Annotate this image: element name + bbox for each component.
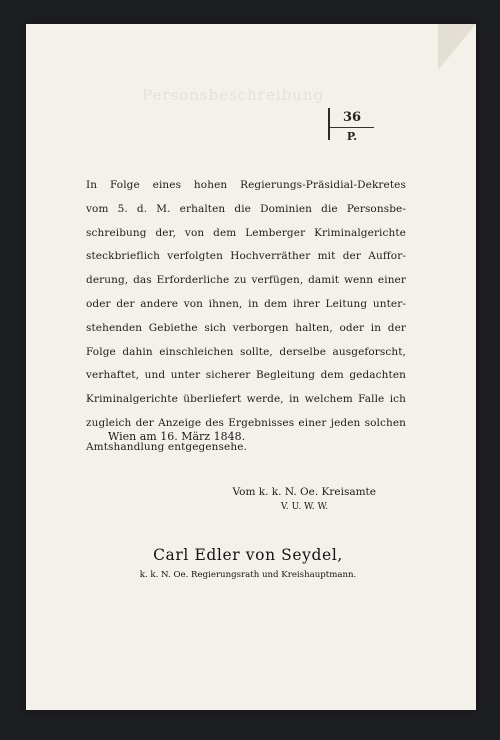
body-line: schreibung der, von dem Lemberger Kriminalgerichte [86,226,406,239]
body-paragraph [86,174,406,460]
signatory-name: Carl Edler von Seydel, [153,546,343,564]
body-line: Folge dahin einschleichen sollte, derselbe ausgeforscht, [86,345,406,358]
authority-district: V. U. W. W. [280,502,328,512]
signature-block [118,544,378,581]
faded-heading: Personsbeschreibung [142,86,325,104]
body-line: Kriminalgerichte überliefert werde, in welchem Falle ich [86,393,406,406]
body-line: vom 5. d. M. erhalten die Dominien die Personsbe- [86,202,406,215]
reference-marker [328,110,376,143]
issuing-authority [216,484,376,514]
reference-letter: P. [346,130,358,143]
signatory-title: k. k. N. Oe. Regierungsrath und Kreishauptmann. [139,570,357,580]
body-line: derung, das Erforderliche zu verfügen, damit wenn einer [86,274,406,287]
body-line: zugleich der Anzeige des Ergebnisses einer jeden solchen [86,416,406,429]
reference-rule [330,127,374,128]
body-line: Amtshandlung entgegensehe. [86,440,247,453]
folded-corner [438,24,476,70]
body-line: steckbrieflich verfolgten Hochverräther mit der Auffor- [86,250,406,263]
body-line: In Folge eines hohen Regierungs-Präsidial-Dekretes [86,179,406,191]
document-page [26,24,476,710]
date-line: Wien am 16. März 1848. [108,430,246,443]
authority-name: Vom k. k. N. Oe. Kreisamte [232,486,376,498]
body-line: oder der andere von ihnen, in dem ihrer Leitung unter- [86,297,406,310]
body-line: verhaftet, und unter sicherer Begleitung dem gedachten [86,369,406,382]
reference-number: 36 [342,110,362,125]
body-line: stehenden Gebiethe sich verborgen halten, oder in der [86,321,406,334]
